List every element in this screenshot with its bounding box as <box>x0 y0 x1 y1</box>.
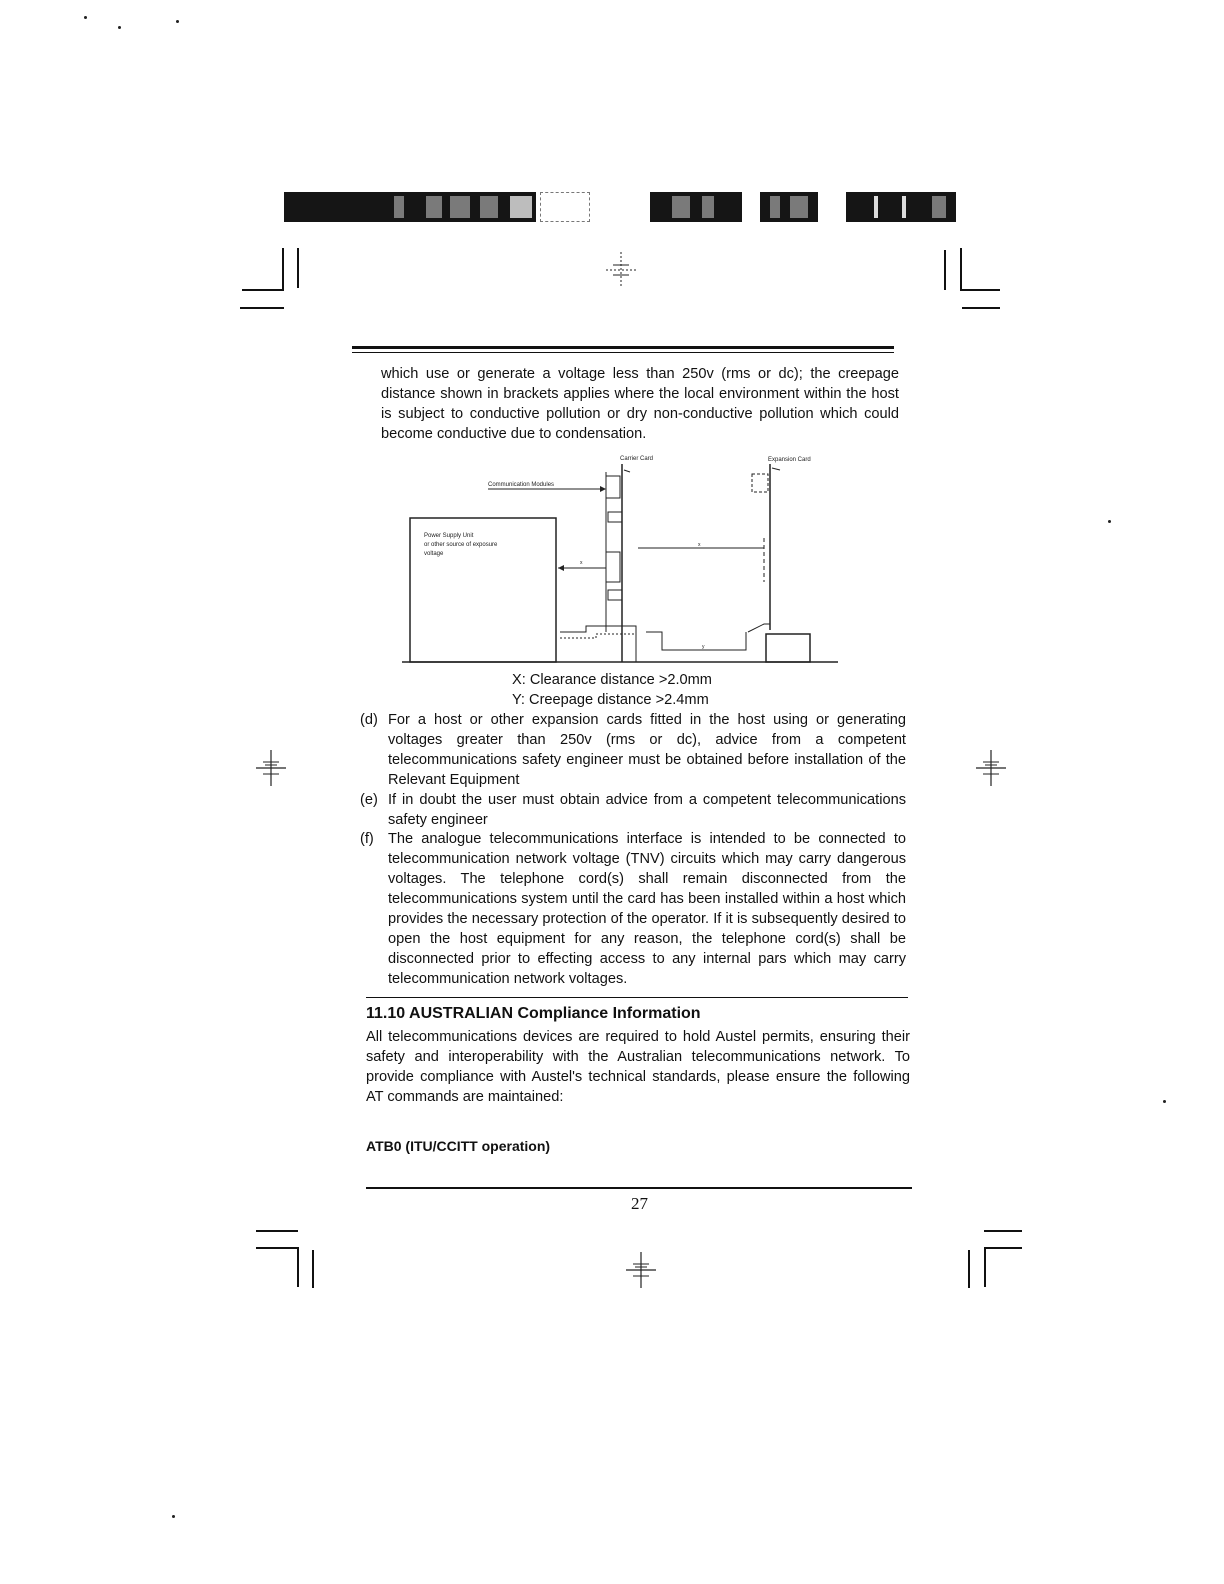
section-rule <box>366 997 908 998</box>
scan-speck <box>84 16 87 19</box>
y-marker: y <box>702 644 705 650</box>
power-supply-unit-box <box>410 518 556 662</box>
crop-mark <box>984 1247 986 1287</box>
header-bar-right-a <box>650 192 742 222</box>
scan-speck <box>118 26 121 29</box>
intro-paragraph: which use or generate a voltage less than 250v (rms or dc); the creepage distance shown in brackets applies where the local environment within the host is subject to conductive pollution or dry non-conductive pollution which could become conductive due to condensation. <box>381 366 899 442</box>
list-label: (f) <box>360 831 374 847</box>
list-label: (e) <box>360 792 378 808</box>
header-bar-gap-box <box>540 192 590 222</box>
section-heading: 11.10 AUSTRALIAN Compliance Information <box>366 1005 701 1022</box>
psu-label-line3: voltage <box>424 551 444 557</box>
at-command: ATB0 (ITU/CCITT operation) <box>366 1138 551 1154</box>
footer-rule <box>366 1187 912 1189</box>
communication-modules-label: Communication Modules <box>488 482 555 488</box>
registration-target-icon <box>624 1250 658 1290</box>
list-text: For a host or other expansion cards fitted in the host using or generating voltages greater than 250v (rms or dc), advice from a competent telecommunications safety engineer must be obtained before installation of the Relevant Equipment <box>388 712 906 788</box>
crop-mark <box>297 248 299 288</box>
crop-mark <box>944 250 946 290</box>
top-rule-thin <box>352 352 894 353</box>
clearance-creepage-diagram <box>400 450 840 666</box>
clearance-caption: X: Clearance distance >2.0mm <box>512 672 712 688</box>
scan-speck <box>172 1515 175 1518</box>
crop-mark <box>960 248 962 290</box>
crop-mark <box>984 1247 1022 1249</box>
scan-speck <box>176 20 179 23</box>
list-text: If in doubt the user must obtain advice from a competent telecommunications safety engineer <box>388 792 906 828</box>
crop-mark <box>297 1247 299 1287</box>
crop-mark <box>242 289 284 291</box>
crop-mark <box>960 289 1000 291</box>
header-bar-right-c <box>846 192 956 222</box>
list-item-d <box>360 710 908 790</box>
expansion-card-label: Expansion Card <box>768 457 811 463</box>
x-marker-left: x <box>580 560 583 566</box>
registration-target-icon <box>974 748 1008 788</box>
creepage-caption: Y: Creepage distance >2.4mm <box>512 692 709 708</box>
scan-speck <box>1163 1100 1166 1103</box>
crop-mark <box>312 1250 314 1288</box>
scan-speck <box>1108 520 1111 523</box>
crop-mark <box>256 1230 298 1232</box>
list-item-f <box>360 829 908 989</box>
crop-mark <box>984 1230 1022 1232</box>
registration-target-icon <box>604 250 638 290</box>
header-bar-right-b <box>760 192 818 222</box>
x-marker-upper: x <box>698 542 701 548</box>
crop-mark <box>968 1250 970 1288</box>
crop-mark <box>962 307 1000 309</box>
crop-mark <box>256 1247 298 1249</box>
section-paragraph: All telecommunications devices are required to hold Austel permits, ensuring their safety and interoperability with the Australian telecommunications network. To provide compliance with Austel's technical standards, please ensure the following AT commands are maintained: <box>366 1029 910 1105</box>
page-number: 27 <box>631 1194 648 1213</box>
registration-target-icon <box>254 748 288 788</box>
crop-mark <box>240 307 284 309</box>
header-bar-left <box>284 192 536 222</box>
psu-label-line2: or other source of exposure <box>424 542 498 548</box>
psu-label-line1: Power Supply Unit <box>424 533 474 539</box>
list-label: (d) <box>360 712 378 728</box>
top-rule <box>352 346 894 349</box>
crop-mark <box>282 248 284 290</box>
carrier-card-label: Carrier Card <box>620 456 654 462</box>
list-item-e <box>360 790 908 830</box>
list-text: The analogue telecommunications interface is intended to be connected to telecommunication network voltage (TNV) circuits which may carry dangerous voltages. The telephone cord(s) shall remain disconnected from the telecommunications system until the card has been installed within a host which provides the necessary protection of the operator. If it is subsequently desired to open the host equipment for any reason, the telephone cord(s) shall be disconnected prior to effecting access to any internal pars which may carry telecommunication network voltages. <box>388 831 906 987</box>
